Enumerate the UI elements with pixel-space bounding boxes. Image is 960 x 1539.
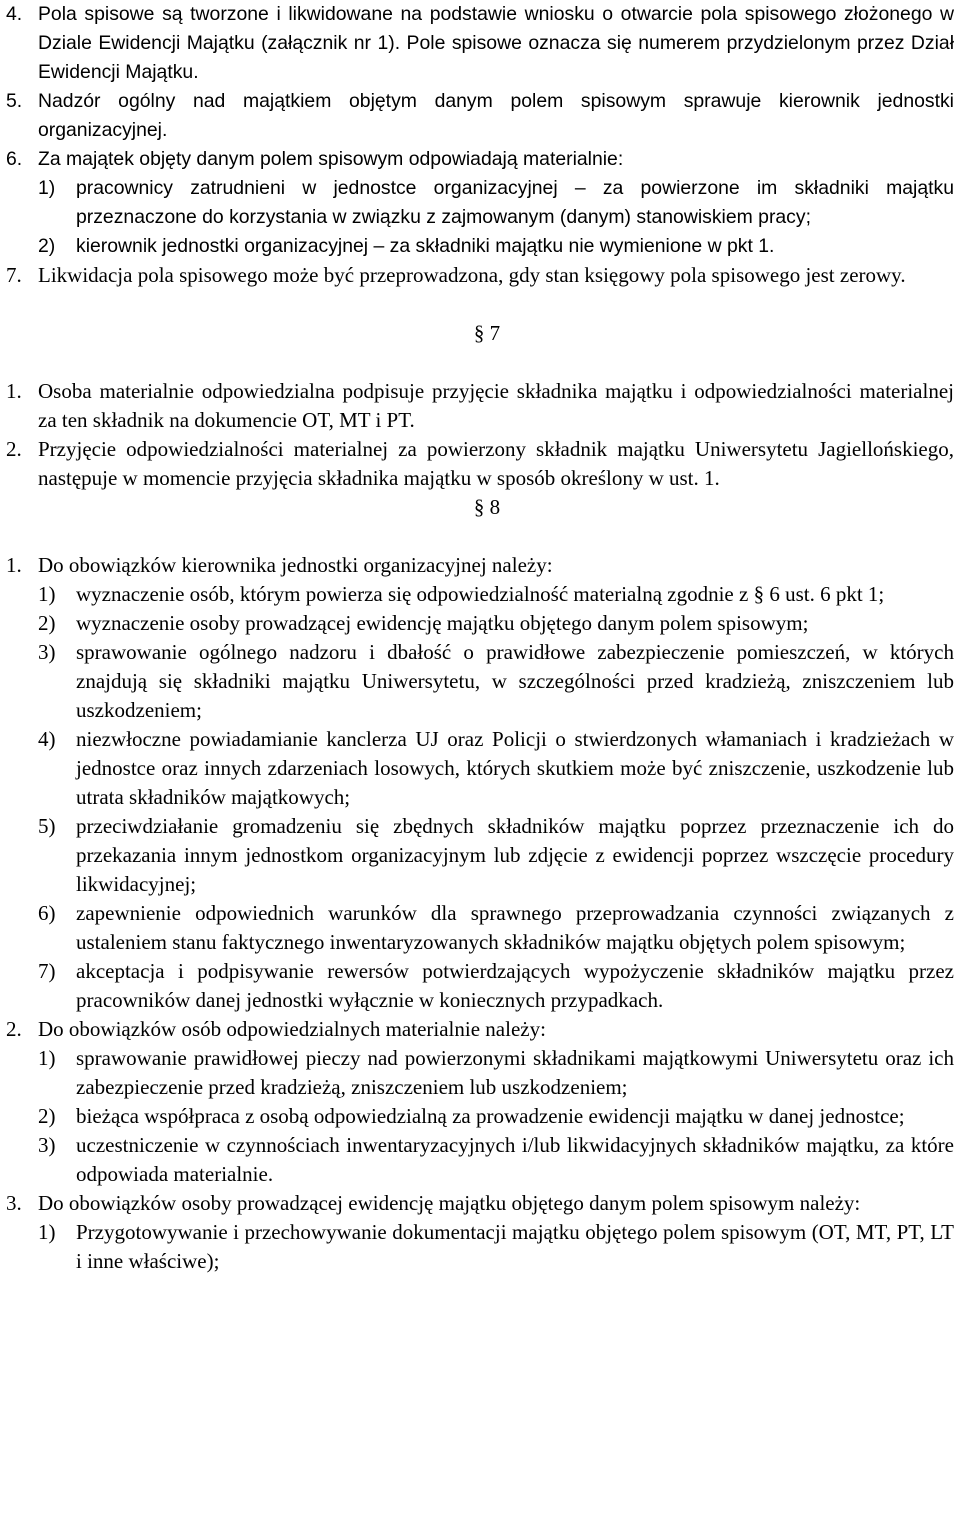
subitem-text: akceptacja i podpisywanie rewersów potwierdzających wypożyczenie składników majątku przez pracowników danej jednostki wyłącznie w koniecznych przypadkach. xyxy=(76,959,954,1012)
subitem-number: 1) xyxy=(38,177,56,199)
paragraph-item-4 xyxy=(6,0,954,87)
subitem-number: 5) xyxy=(38,814,56,838)
subitem-number: 1) xyxy=(38,1220,56,1244)
subitem-number: 7) xyxy=(38,959,56,983)
subitem-text: pracownicy zatrudnieni w jednostce organizacyjnej – za powierzone im składniki majątku przeznaczone do korzystania w związku z zajmowanym (danym) stanowiskiem pracy; xyxy=(76,177,954,228)
item-number: 1. xyxy=(6,553,22,577)
paragraph-s7-item-1 xyxy=(6,377,954,435)
subitem-text: wyznaczenie osób, którym powierza się odpowiedzialność materialną zgodnie z § 6 ust. 6 pkt 1; xyxy=(76,582,885,606)
item-text: Do obowiązków kierownika jednostki organizacyjnej należy: xyxy=(38,553,553,577)
subitem-text: kierownik jednostki organizacyjnej – za składniki majątku nie wymienione w pkt 1. xyxy=(76,235,775,257)
subitem-6-1 xyxy=(6,174,954,232)
subitem-text: sprawowanie ogólnego nadzoru i dbałość o prawidłowe zabezpieczenie pomieszczeń, w których znajdują się składniki majątku Uniwersytetu, w szczególności przed kradzieżą, zniszczeniem lub uszkodzeniem; xyxy=(76,640,954,722)
subitem-8-2-2 xyxy=(6,1102,954,1131)
paragraph-s7-item-2 xyxy=(6,435,954,493)
subitem-number: 2) xyxy=(38,1104,56,1128)
subitem-number: 1) xyxy=(38,1046,56,1070)
subitem-8-1-2 xyxy=(6,609,954,638)
subitem-number: 3) xyxy=(38,1133,56,1157)
item-number: 7. xyxy=(6,263,22,287)
item-number: 2. xyxy=(6,437,22,461)
subitem-number: 2) xyxy=(38,235,56,257)
item-text: Osoba materialnie odpowiedzialna podpisuje przyjęcie składnika majątku i odpowiedzialności materialnej za ten składnik na dokumencie OT, MT i PT. xyxy=(38,379,954,432)
subitem-8-2-1 xyxy=(6,1044,954,1102)
item-text: Likwidacja pola spisowego może być przeprowadzona, gdy stan księgowy pola spisowego jest zerowy. xyxy=(38,263,906,287)
subitem-number: 6) xyxy=(38,901,56,925)
subitem-text: bieżąca współpraca z osobą odpowiedzialną za prowadzenie ewidencji majątku w danej jednostce; xyxy=(76,1104,905,1128)
subitem-8-3-1 xyxy=(6,1218,954,1276)
subitem-8-1-5 xyxy=(6,812,954,899)
paragraph-item-7 xyxy=(6,261,954,290)
subitem-8-1-1 xyxy=(6,580,954,609)
item-text: Do obowiązków osób odpowiedzialnych materialnie należy: xyxy=(38,1017,546,1041)
section-heading-7: § 7 xyxy=(473,321,501,345)
subitem-text: sprawowanie prawidłowej pieczy nad powierzonymi składnikami majątkowymi Uniwersytetu oraz ich zabezpieczenie przed kradzieżą, zniszczeniem lub uszkodzeniem; xyxy=(76,1046,954,1099)
item-number: 5. xyxy=(6,90,23,112)
subitem-number: 1) xyxy=(38,582,56,606)
subitem-8-1-6 xyxy=(6,899,954,957)
item-text: Do obowiązków osoby prowadzącej ewidencję majątku objętego danym polem spisowym należy: xyxy=(38,1191,861,1215)
subitem-text: zapewnienie odpowiednich warunków dla sprawnego przeprowadzania czynności związanych z ustaleniem stanu faktycznego inwentaryzowanych składników majątku objętych polem spisowym; xyxy=(76,901,954,954)
subitem-number: 4) xyxy=(38,727,56,751)
subitem-text: wyznaczenie osoby prowadzącej ewidencję majątku objętego danym polem spisowym; xyxy=(76,611,809,635)
item-text: Pola spisowe są tworzone i likwidowane na podstawie wniosku o otwarcie pola spisowego złożonego w Dziale Ewidencji Majątku (załącznik nr 1). Pole spisowe oznacza się numerem przydzielonym przez Dział Ewidencji Majątku. xyxy=(38,3,954,83)
subitem-8-1-7 xyxy=(6,957,954,1015)
subitem-text: uczestniczenie w czynnościach inwentaryzacyjnych i/lub likwidacyjnych składników majątku, za które odpowiada materialnie. xyxy=(76,1133,954,1186)
subitem-8-1-3 xyxy=(6,638,954,725)
subitem-number: 2) xyxy=(38,611,56,635)
subitem-8-2-3 xyxy=(6,1131,954,1189)
item-number: 3. xyxy=(6,1191,22,1215)
paragraph-item-6 xyxy=(6,145,954,174)
section-heading-8: § 8 xyxy=(473,495,501,519)
item-text: Nadzór ogólny nad majątkiem objętym danym polem spisowym sprawuje kierownik jednostki organizacyjnej. xyxy=(38,90,954,141)
paragraph-s8-item-1 xyxy=(6,551,954,580)
item-number: 2. xyxy=(6,1017,22,1041)
item-text: Przyjęcie odpowiedzialności materialnej za powierzony składnik majątku Uniwersytetu Jagiellońskiego, następuje w momencie przyjęcia składnika majątku w sposób określony w ust. 1. xyxy=(38,437,954,490)
paragraph-s8-item-3 xyxy=(6,1189,954,1218)
subitem-text: niezwłoczne powiadamianie kanclerza UJ oraz Policji o stwierdzonych włamaniach i kradzieżach w jednostce oraz innych zdarzeniach losowych, których skutkiem może być zniszczenie, uszkodzenie lub utrata składników majątkowych; xyxy=(76,727,954,809)
subitem-number: 3) xyxy=(38,640,56,664)
subitem-text: Przygotowywanie i przechowywanie dokumentacji majątku objętego polem spisowym (OT, MT, PT, LT i inne właściwe); xyxy=(76,1220,954,1273)
item-number: 6. xyxy=(6,148,23,170)
item-text: Za majątek objęty danym polem spisowym odpowiadają materialnie: xyxy=(38,148,624,170)
document-page xyxy=(6,0,954,1276)
subitem-text: przeciwdziałanie gromadzeniu się zbędnych składników majątku poprzez przeznaczenie ich do przekazania innym jednostkom organizacyjnym lub zdjęcie z ewidencji poprzez wszczęcie procedury likwidacyjnej; xyxy=(76,814,954,896)
paragraph-s8-item-2 xyxy=(6,1015,954,1044)
subitem-8-1-4 xyxy=(6,725,954,812)
item-number: 4. xyxy=(6,3,23,25)
subitem-6-2 xyxy=(6,232,954,261)
item-number: 1. xyxy=(6,379,22,403)
paragraph-item-5 xyxy=(6,87,954,145)
